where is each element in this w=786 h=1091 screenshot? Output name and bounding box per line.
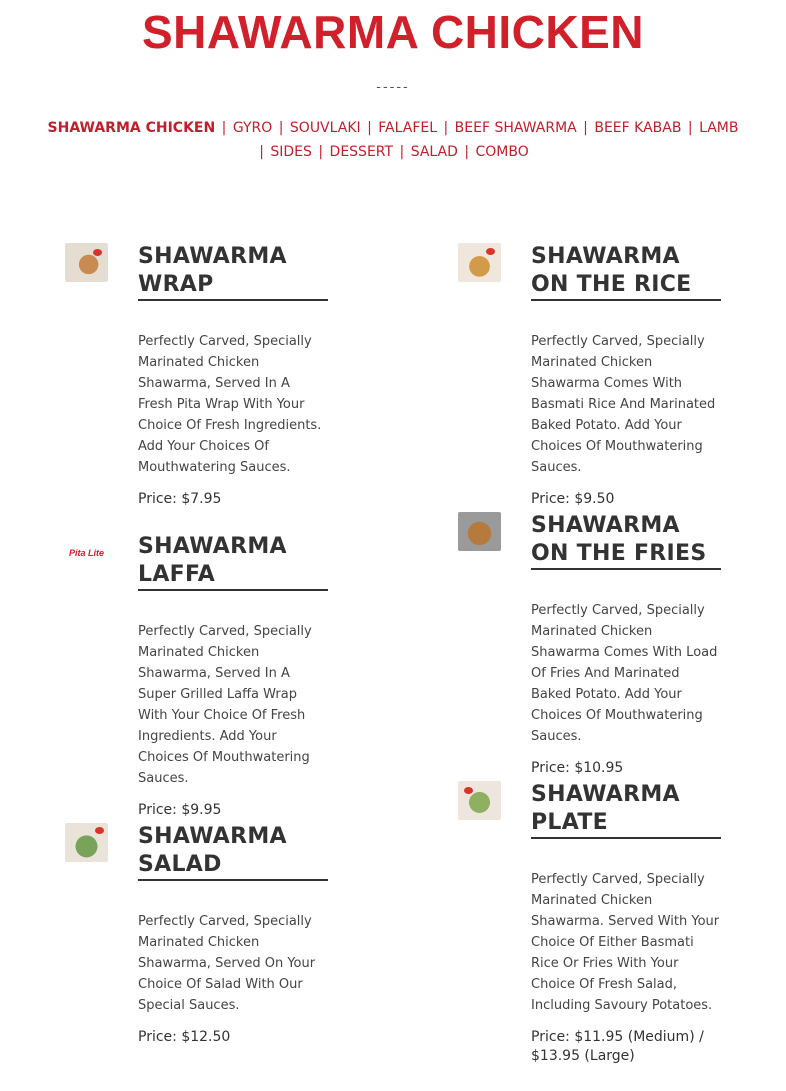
menu-item-description: Perfectly Carved, Specially Marinated Chicken Shawarma, Served In A Super Grilled Laffa Wrap With Your Choice Of Fresh Ingredients. Add Your Choices Of Mouthwatering Sauces.: [138, 624, 312, 786]
nav-link-souvlaki[interactable]: SOUVLAKI: [289, 120, 361, 136]
menu-item-name: SHAWARMA LAFFA: [138, 533, 328, 591]
nav-link-shawarma-chicken[interactable]: SHAWARMA CHICKEN: [47, 120, 216, 136]
nav-link-lamb[interactable]: LAMB: [699, 120, 739, 136]
menu-item-description: Perfectly Carved, Specially Marinated Chicken Shawarma, Served On Your Choice Of Salad With Our Special Sauces.: [138, 914, 316, 1013]
nav-link-salad[interactable]: SALAD: [410, 144, 458, 160]
menu-item-price: Price: $11.95 (Medium) / $13.95 (Large): [531, 1029, 704, 1064]
nav-separator: |: [221, 120, 227, 136]
shawarma-wrap-photo[interactable]: [65, 243, 108, 282]
nav-separator: |: [687, 120, 693, 136]
nav-separator: |: [464, 144, 470, 160]
menu-item-name: SHAWARMA WRAP: [138, 243, 328, 301]
shawarma-plate-photo[interactable]: [458, 781, 501, 820]
category-nav: [40, 116, 746, 164]
menu-item-name: SHAWARMA ON THE RICE: [531, 243, 721, 301]
nav-separator: |: [259, 144, 264, 160]
title-divider: -----: [376, 80, 410, 95]
nav-separator: |: [318, 144, 324, 160]
shawarma-fries-photo[interactable]: [458, 512, 501, 551]
nav-link-beef-kabab[interactable]: BEEF KABAB: [594, 120, 682, 136]
menu-item-price: Price: $9.95: [138, 802, 222, 818]
nav-separator: |: [583, 120, 588, 136]
nav-link-beef-shawarma[interactable]: BEEF SHAWARMA: [454, 120, 577, 136]
menu-item-description: Perfectly Carved, Specially Marinated Chicken Shawarma, Served In A Fresh Pita Wrap With Your Choice Of Fresh Ingredients. Add Your Choices Of Mouthwatering Sauces.: [138, 334, 322, 475]
nav-separator: |: [367, 120, 372, 136]
menu-item-price: Price: $12.50: [138, 1029, 231, 1045]
nav-link-combo[interactable]: COMBO: [475, 144, 529, 160]
menu-item-description: Perfectly Carved, Specially Marinated Chicken Shawarma Comes With Load Of Fries And Marinated Baked Potato. Add Your Choices Of Mouthwatering Sauces.: [531, 603, 718, 744]
nav-link-dessert[interactable]: DESSERT: [329, 144, 394, 160]
menu-item-description: Perfectly Carved, Specially Marinated Chicken Shawarma Comes With Basmati Rice And Marinated Baked Potato. Add Your Choices Of Mouthwatering Sauces.: [531, 334, 716, 475]
nav-link-sides[interactable]: SIDES: [270, 144, 312, 160]
nav-separator: |: [399, 144, 405, 160]
menu-item-price: Price: $7.95: [138, 491, 222, 507]
shawarma-rice-photo[interactable]: [458, 243, 501, 282]
nav-link-falafel[interactable]: FALAFEL: [378, 120, 438, 136]
page-title: SHAWARMA CHICKEN: [141, 6, 645, 58]
shawarma-salad-photo[interactable]: [65, 823, 108, 862]
menu-item-price: Price: $9.50: [531, 491, 615, 507]
menu-item-name: SHAWARMA PLATE: [531, 781, 721, 839]
pita-lite-logo[interactable]: Pita Lite: [65, 533, 108, 572]
nav-link-gyro[interactable]: GYRO: [232, 120, 273, 136]
menu-item-price: Price: $10.95: [531, 760, 624, 776]
menu-item-name: SHAWARMA SALAD: [138, 823, 328, 881]
menu-item-name: SHAWARMA ON THE FRIES: [531, 512, 721, 570]
menu-item-description: Perfectly Carved, Specially Marinated Chicken Shawarma. Served With Your Choice Of Either Basmati Rice Or Fries With Your Choice Of Fresh Salad, Including Savoury Potatoes.: [531, 872, 720, 1013]
nav-separator: |: [443, 120, 449, 136]
nav-separator: |: [278, 120, 284, 136]
